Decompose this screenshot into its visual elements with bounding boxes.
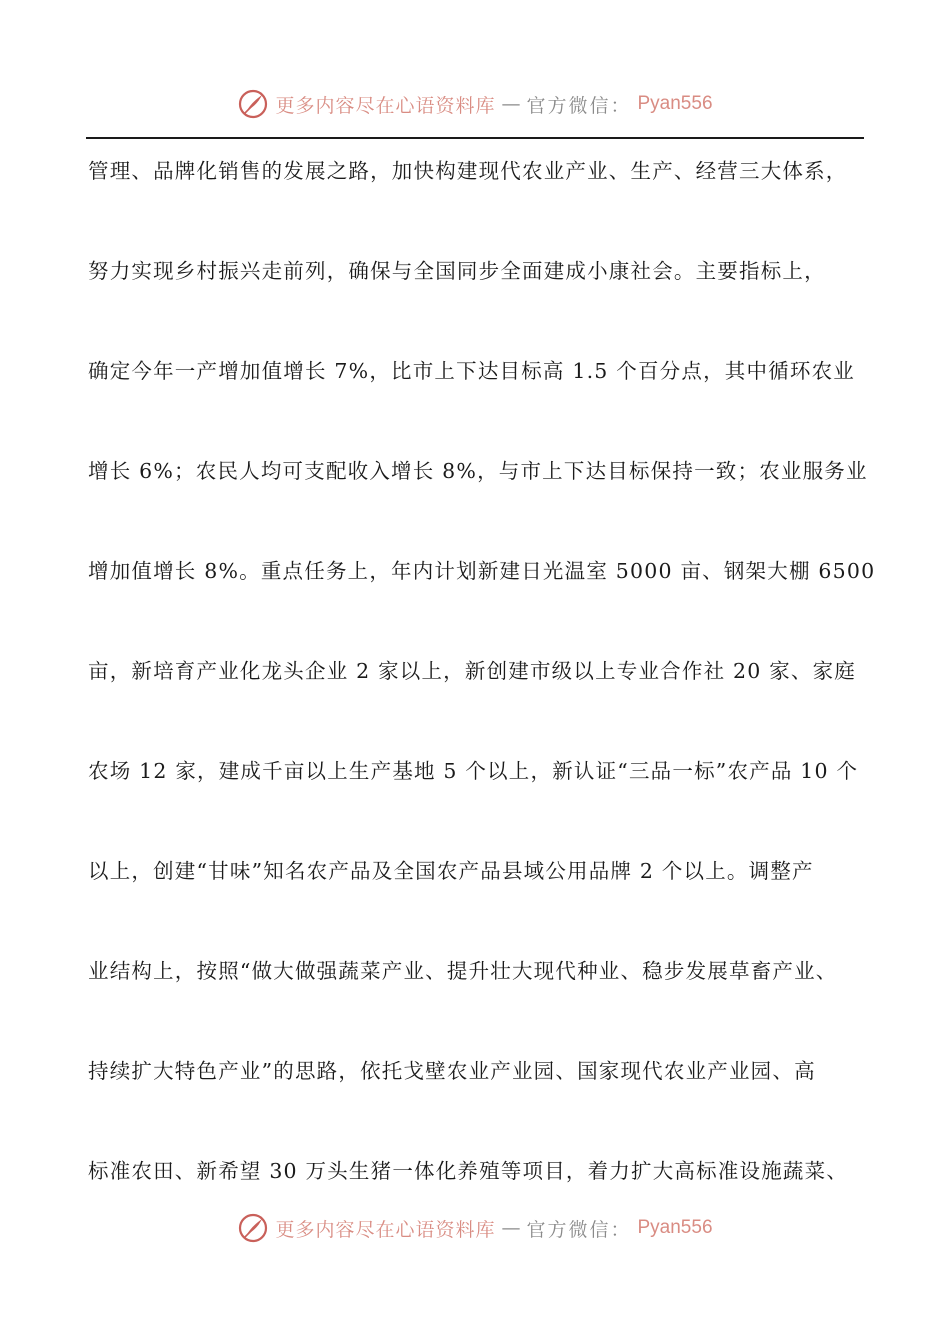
text-line: 标准农田、新希望 30 万头生猪一体化养殖等项目，着力扩大高标准设施蔬菜、 bbox=[88, 1159, 849, 1183]
text-line: 农场 12 家，建成千亩以上生产基地 5 个以上，新认证“三品一标”农产品 10 个 bbox=[88, 759, 859, 783]
text-line: 持续扩大特色产业”的思路，依托戈壁农业产业园、国家现代农业产业园、高 bbox=[88, 1059, 816, 1083]
text-line: 确定今年一产增加值增长 7%，比市上下达目标高 1.5 个百分点，其中循环农业 bbox=[88, 359, 855, 383]
watermark-separator: — bbox=[501, 93, 521, 115]
watermark-wechat-label: 官方微信： bbox=[526, 94, 632, 117]
header-rule bbox=[86, 137, 864, 139]
text-line: 增加值增长 8%。重点任务上，年内计划新建日光温室 5000 亩、钢架大棚 6500 bbox=[88, 559, 876, 583]
text-line: 管理、品牌化销售的发展之路，加快构建现代农业产业、生产、经营三大体系， bbox=[88, 159, 848, 183]
text-line: 增长 6%；农民人均可支配收入增长 8%，与市上下达目标保持一致；农业服务业 bbox=[88, 459, 868, 483]
watermark-site-text: 更多内容尽在心语资料库 bbox=[275, 1218, 496, 1241]
text-line: 以上，创建“甘味”知名农产品及全国农产品县域公用品牌 2 个以上。调整产 bbox=[88, 859, 814, 883]
header-watermark bbox=[0, 84, 950, 124]
watermark-wechat-id: Pyan556 bbox=[637, 1217, 713, 1238]
text-line: 亩，新培育产业化龙头企业 2 家以上，新创建市级以上专业合作社 20 家、家庭 bbox=[88, 659, 856, 683]
watermark-wechat-label: 官方微信： bbox=[526, 1218, 632, 1241]
feather-pen-seal-icon bbox=[237, 1212, 269, 1244]
watermark-site-text: 更多内容尽在心语资料库 bbox=[275, 94, 496, 117]
footer-watermark bbox=[0, 1208, 950, 1248]
watermark bbox=[237, 88, 712, 120]
text-line: 努力实现乡村振兴走前列，确保与全国同步全面建成小康社会。主要指标上， bbox=[88, 259, 826, 283]
watermark-wechat-id: Pyan556 bbox=[637, 93, 713, 114]
text-line: 业结构上，按照“做大做强蔬菜产业、提升壮大现代种业、稳步发展草畜产业、 bbox=[88, 959, 838, 983]
watermark-separator: — bbox=[501, 1217, 521, 1239]
feather-pen-seal-icon bbox=[237, 88, 269, 120]
body-paragraph bbox=[88, 146, 876, 1246]
watermark bbox=[237, 1212, 712, 1244]
